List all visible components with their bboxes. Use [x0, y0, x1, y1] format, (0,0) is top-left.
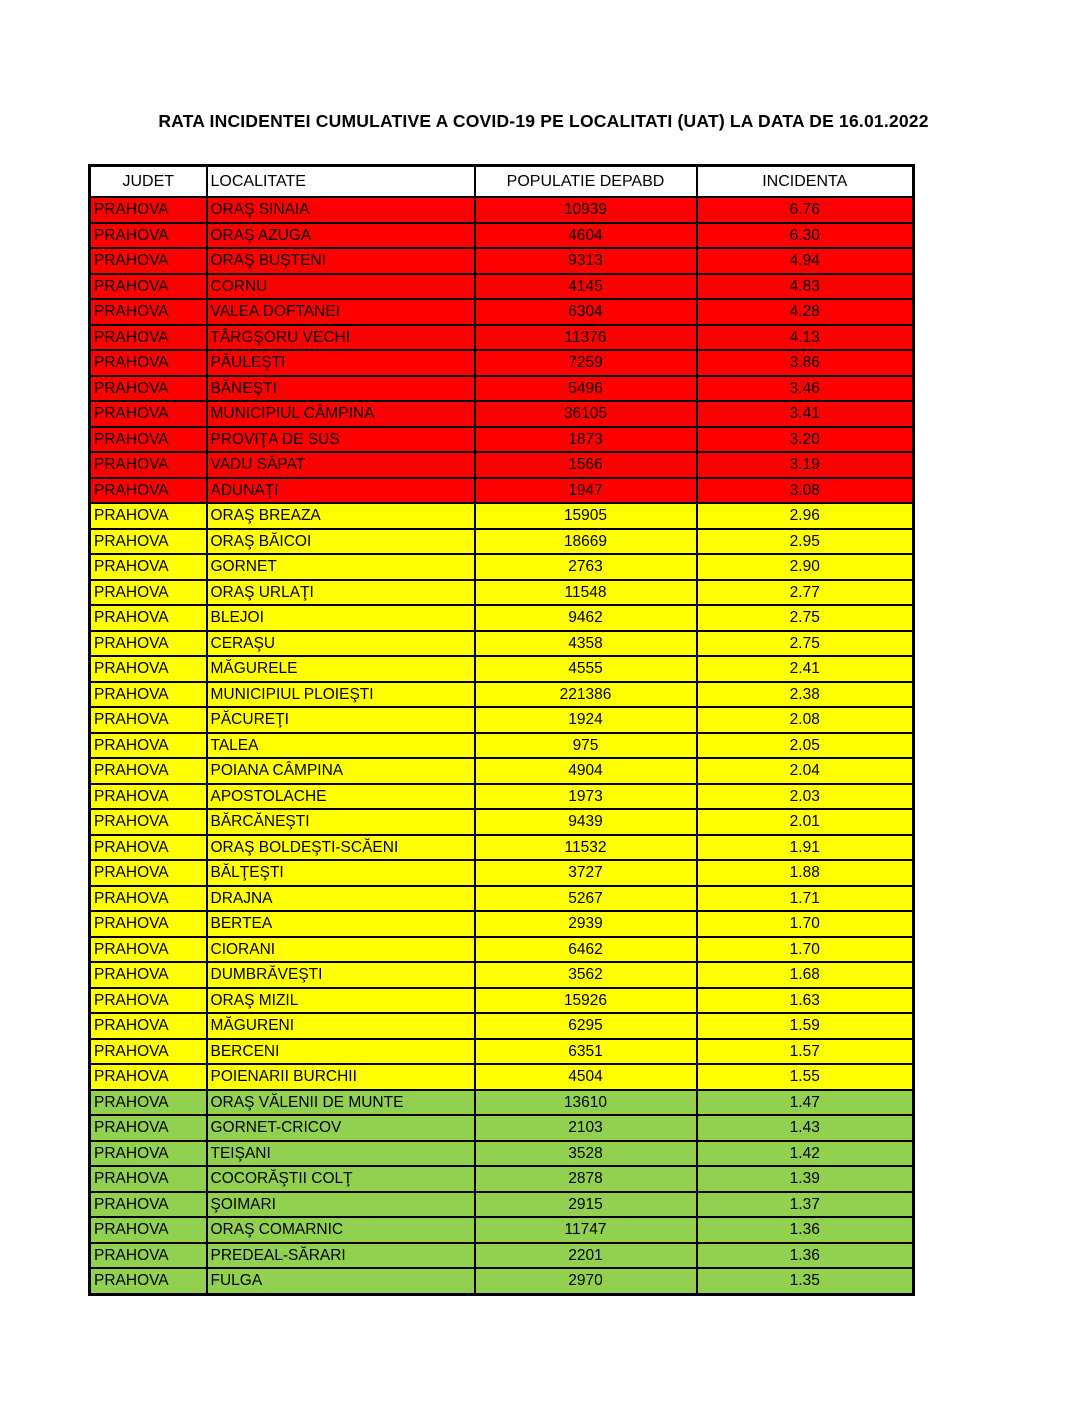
populatie-cell: 11376 — [475, 325, 697, 351]
populatie-cell: 6295 — [475, 1013, 697, 1039]
judet-cell: PRAHOVA — [90, 1243, 207, 1269]
localitate-cell: ORAŞ BUŞTENI — [207, 248, 475, 274]
localitate-cell: ORAŞ COMARNIC — [207, 1217, 475, 1243]
populatie-cell: 2201 — [475, 1243, 697, 1269]
judet-cell: PRAHOVA — [90, 937, 207, 963]
judet-cell: PRAHOVA — [90, 911, 207, 937]
table-row — [90, 529, 914, 555]
judet-cell: PRAHOVA — [90, 248, 207, 274]
incidenta-cell: 1.88 — [697, 860, 914, 886]
table-row — [90, 784, 914, 810]
localitate-cell: BERTEA — [207, 911, 475, 937]
incidenta-cell: 2.41 — [697, 656, 914, 682]
incidenta-cell: 4.94 — [697, 248, 914, 274]
incidenta-cell: 1.91 — [697, 835, 914, 861]
judet-cell: PRAHOVA — [90, 733, 207, 759]
table-row — [90, 350, 914, 376]
localitate-cell: APOSTOLACHE — [207, 784, 475, 810]
localitate-cell: PĂCUREŢI — [207, 707, 475, 733]
judet-cell: PRAHOVA — [90, 784, 207, 810]
localitate-cell: COCORĂŞTII COLŢ — [207, 1166, 475, 1192]
localitate-cell: DUMBRĂVEŞTI — [207, 962, 475, 988]
populatie-cell: 4555 — [475, 656, 697, 682]
populatie-cell: 9462 — [475, 605, 697, 631]
localitate-cell: CIORANI — [207, 937, 475, 963]
judet-cell: PRAHOVA — [90, 1141, 207, 1167]
localitate-cell: PREDEAL-SĂRARI — [207, 1243, 475, 1269]
localitate-cell: PĂULEŞTI — [207, 350, 475, 376]
localitate-cell: ŞOIMARI — [207, 1192, 475, 1218]
table-row — [90, 1268, 914, 1294]
judet-cell: PRAHOVA — [90, 1013, 207, 1039]
populatie-cell: 9313 — [475, 248, 697, 274]
judet-cell: PRAHOVA — [90, 197, 207, 223]
table-row — [90, 274, 914, 300]
populatie-cell: 3562 — [475, 962, 697, 988]
judet-cell: PRAHOVA — [90, 1090, 207, 1116]
judet-cell: PRAHOVA — [90, 223, 207, 249]
populatie-cell: 11747 — [475, 1217, 697, 1243]
judet-cell: PRAHOVA — [90, 580, 207, 606]
table-row — [90, 707, 914, 733]
populatie-cell: 6462 — [475, 937, 697, 963]
localitate-cell: TALEA — [207, 733, 475, 759]
populatie-cell: 4904 — [475, 758, 697, 784]
incidenta-cell: 1.63 — [697, 988, 914, 1014]
populatie-cell: 1873 — [475, 427, 697, 453]
table-row — [90, 911, 914, 937]
incidenta-cell: 4.28 — [697, 299, 914, 325]
judet-cell: PRAHOVA — [90, 1115, 207, 1141]
judet-cell: PRAHOVA — [90, 503, 207, 529]
judet-cell: PRAHOVA — [90, 376, 207, 402]
incidenta-cell: 1.57 — [697, 1039, 914, 1065]
incidenta-cell: 2.75 — [697, 631, 914, 657]
judet-cell: PRAHOVA — [90, 860, 207, 886]
header-incidenta: INCIDENTA — [697, 166, 914, 198]
judet-cell: PRAHOVA — [90, 1039, 207, 1065]
populatie-cell: 1947 — [475, 478, 697, 504]
incidenta-cell: 6.30 — [697, 223, 914, 249]
incidenta-cell: 2.95 — [697, 529, 914, 555]
localitate-cell: BĂRCĂNEŞTI — [207, 809, 475, 835]
judet-cell: PRAHOVA — [90, 962, 207, 988]
table-row — [90, 452, 914, 478]
judet-cell: PRAHOVA — [90, 988, 207, 1014]
populatie-cell: 9439 — [475, 809, 697, 835]
judet-cell: PRAHOVA — [90, 1166, 207, 1192]
incidenta-cell: 4.13 — [697, 325, 914, 351]
judet-cell: PRAHOVA — [90, 631, 207, 657]
localitate-cell: PROVIŢA DE SUS — [207, 427, 475, 453]
incidenta-cell: 2.08 — [697, 707, 914, 733]
judet-cell: PRAHOVA — [90, 452, 207, 478]
populatie-cell: 6304 — [475, 299, 697, 325]
populatie-cell: 4145 — [475, 274, 697, 300]
populatie-cell: 2763 — [475, 554, 697, 580]
localitate-cell: MUNICIPIUL CÂMPINA — [207, 401, 475, 427]
table-row — [90, 733, 914, 759]
judet-cell: PRAHOVA — [90, 554, 207, 580]
table-row — [90, 962, 914, 988]
localitate-cell: ORAŞ URLAŢI — [207, 580, 475, 606]
judet-cell: PRAHOVA — [90, 401, 207, 427]
judet-cell: PRAHOVA — [90, 1192, 207, 1218]
localitate-cell: TEIŞANI — [207, 1141, 475, 1167]
incidenta-cell: 1.71 — [697, 886, 914, 912]
judet-cell: PRAHOVA — [90, 325, 207, 351]
populatie-cell: 5267 — [475, 886, 697, 912]
localitate-cell: ORAŞ AZUGA — [207, 223, 475, 249]
localitate-cell: DRAJNA — [207, 886, 475, 912]
table-row — [90, 1090, 914, 1116]
incidence-table — [88, 164, 915, 1296]
judet-cell: PRAHOVA — [90, 274, 207, 300]
table-row — [90, 1013, 914, 1039]
populatie-cell: 6351 — [475, 1039, 697, 1065]
incidenta-cell: 1.42 — [697, 1141, 914, 1167]
table-row — [90, 886, 914, 912]
table-body — [90, 197, 914, 1294]
incidenta-cell: 2.01 — [697, 809, 914, 835]
table-row — [90, 937, 914, 963]
localitate-cell: ORAŞ BOLDEŞTI-SCĂENI — [207, 835, 475, 861]
judet-cell: PRAHOVA — [90, 758, 207, 784]
header-judet: JUDET — [90, 166, 207, 198]
table-row — [90, 376, 914, 402]
incidenta-cell: 2.77 — [697, 580, 914, 606]
incidenta-cell: 3.86 — [697, 350, 914, 376]
localitate-cell: ORAŞ SINAIA — [207, 197, 475, 223]
localitate-cell: ADUNAŢI — [207, 478, 475, 504]
localitate-cell: GORNET-CRICOV — [207, 1115, 475, 1141]
incidenta-cell: 2.90 — [697, 554, 914, 580]
localitate-cell: BLEJOI — [207, 605, 475, 631]
populatie-cell: 18669 — [475, 529, 697, 555]
table-row — [90, 325, 914, 351]
localitate-cell: CERAŞU — [207, 631, 475, 657]
populatie-cell: 5496 — [475, 376, 697, 402]
table-row — [90, 580, 914, 606]
incidenta-cell: 3.41 — [697, 401, 914, 427]
localitate-cell: POIENARII BURCHII — [207, 1064, 475, 1090]
table-row — [90, 503, 914, 529]
judet-cell: PRAHOVA — [90, 835, 207, 861]
incidenta-cell: 2.75 — [697, 605, 914, 631]
populatie-cell: 4504 — [475, 1064, 697, 1090]
table-row — [90, 835, 914, 861]
populatie-cell: 15926 — [475, 988, 697, 1014]
judet-cell: PRAHOVA — [90, 1268, 207, 1294]
incidenta-cell: 2.38 — [697, 682, 914, 708]
populatie-cell: 13610 — [475, 1090, 697, 1116]
table-row — [90, 1192, 914, 1218]
incidenta-cell: 2.04 — [697, 758, 914, 784]
localitate-cell: BĂLŢEŞTI — [207, 860, 475, 886]
judet-cell: PRAHOVA — [90, 656, 207, 682]
localitate-cell: POIANA CÂMPINA — [207, 758, 475, 784]
incidenta-cell: 3.20 — [697, 427, 914, 453]
table-row — [90, 1141, 914, 1167]
judet-cell: PRAHOVA — [90, 1064, 207, 1090]
incidenta-cell: 1.59 — [697, 1013, 914, 1039]
incidenta-cell: 3.19 — [697, 452, 914, 478]
localitate-cell: MUNICIPIUL PLOIEŞTI — [207, 682, 475, 708]
table-row — [90, 988, 914, 1014]
table-row — [90, 1243, 914, 1269]
populatie-cell: 2103 — [475, 1115, 697, 1141]
incidenta-cell: 1.35 — [697, 1268, 914, 1294]
header-localitate: LOCALITATE — [207, 166, 475, 198]
incidenta-cell: 1.43 — [697, 1115, 914, 1141]
populatie-cell: 11532 — [475, 835, 697, 861]
table-row — [90, 860, 914, 886]
localitate-cell: GORNET — [207, 554, 475, 580]
table-row — [90, 554, 914, 580]
populatie-cell: 11548 — [475, 580, 697, 606]
incidenta-cell: 1.39 — [697, 1166, 914, 1192]
incidenta-cell: 4.83 — [697, 274, 914, 300]
table-row — [90, 1166, 914, 1192]
populatie-cell: 1973 — [475, 784, 697, 810]
populatie-cell: 4604 — [475, 223, 697, 249]
judet-cell: PRAHOVA — [90, 682, 207, 708]
header-populatie: POPULATIE DEPABD — [475, 166, 697, 198]
table-row — [90, 1217, 914, 1243]
table-row — [90, 605, 914, 631]
incidenta-cell: 1.37 — [697, 1192, 914, 1218]
table-row — [90, 401, 914, 427]
populatie-cell: 2915 — [475, 1192, 697, 1218]
localitate-cell: VADU SĂPAT — [207, 452, 475, 478]
populatie-cell: 10939 — [475, 197, 697, 223]
localitate-cell: ORAŞ MIZIL — [207, 988, 475, 1014]
judet-cell: PRAHOVA — [90, 707, 207, 733]
localitate-cell: ORAŞ VĂLENII DE MUNTE — [207, 1090, 475, 1116]
table-row — [90, 248, 914, 274]
incidenta-cell: 6.76 — [697, 197, 914, 223]
judet-cell: PRAHOVA — [90, 886, 207, 912]
judet-cell: PRAHOVA — [90, 1217, 207, 1243]
populatie-cell: 1924 — [475, 707, 697, 733]
judet-cell: PRAHOVA — [90, 605, 207, 631]
table-row — [90, 197, 914, 223]
judet-cell: PRAHOVA — [90, 478, 207, 504]
incidenta-cell: 1.55 — [697, 1064, 914, 1090]
incidenta-cell: 1.47 — [697, 1090, 914, 1116]
table-row — [90, 299, 914, 325]
table-row — [90, 809, 914, 835]
populatie-cell: 4358 — [475, 631, 697, 657]
populatie-cell: 3727 — [475, 860, 697, 886]
populatie-cell: 221386 — [475, 682, 697, 708]
populatie-cell: 15905 — [475, 503, 697, 529]
incidenta-cell: 1.68 — [697, 962, 914, 988]
incidenta-cell: 2.05 — [697, 733, 914, 759]
incidenta-cell: 1.70 — [697, 937, 914, 963]
judet-cell: PRAHOVA — [90, 427, 207, 453]
table-row — [90, 427, 914, 453]
table-row — [90, 1115, 914, 1141]
localitate-cell: VALEA DOFTANEI — [207, 299, 475, 325]
localitate-cell: FULGA — [207, 1268, 475, 1294]
localitate-cell: BĂNEŞTI — [207, 376, 475, 402]
judet-cell: PRAHOVA — [90, 350, 207, 376]
populatie-cell: 36105 — [475, 401, 697, 427]
table-row — [90, 1064, 914, 1090]
populatie-cell: 1566 — [475, 452, 697, 478]
localitate-cell: CORNU — [207, 274, 475, 300]
populatie-cell: 2970 — [475, 1268, 697, 1294]
localitate-cell: ORAŞ BĂICOI — [207, 529, 475, 555]
populatie-cell: 2878 — [475, 1166, 697, 1192]
table-row — [90, 478, 914, 504]
localitate-cell: ORAŞ BREAZA — [207, 503, 475, 529]
table-row — [90, 1039, 914, 1065]
judet-cell: PRAHOVA — [90, 299, 207, 325]
page-title: RATA INCIDENTEI CUMULATIVE A COVID-19 PE LOCALITATI (UAT) LA DATA DE 16.01.2022 — [158, 111, 929, 131]
incidenta-cell: 2.96 — [697, 503, 914, 529]
table-row — [90, 223, 914, 249]
incidenta-cell: 2.03 — [697, 784, 914, 810]
populatie-cell: 3528 — [475, 1141, 697, 1167]
judet-cell: PRAHOVA — [90, 809, 207, 835]
populatie-cell: 2939 — [475, 911, 697, 937]
incidenta-cell: 3.08 — [697, 478, 914, 504]
incidenta-cell: 1.70 — [697, 911, 914, 937]
incidenta-cell: 1.36 — [697, 1243, 914, 1269]
localitate-cell: MĂGURENI — [207, 1013, 475, 1039]
table-row — [90, 631, 914, 657]
table-row — [90, 656, 914, 682]
table-header-row — [90, 166, 914, 198]
table-row — [90, 758, 914, 784]
incidenta-cell: 1.36 — [697, 1217, 914, 1243]
populatie-cell: 7259 — [475, 350, 697, 376]
localitate-cell: MĂGURELE — [207, 656, 475, 682]
localitate-cell: BERCENI — [207, 1039, 475, 1065]
table-row — [90, 682, 914, 708]
judet-cell: PRAHOVA — [90, 529, 207, 555]
populatie-cell: 975 — [475, 733, 697, 759]
incidenta-cell: 3.46 — [697, 376, 914, 402]
localitate-cell: TÂRGŞORU VECHI — [207, 325, 475, 351]
